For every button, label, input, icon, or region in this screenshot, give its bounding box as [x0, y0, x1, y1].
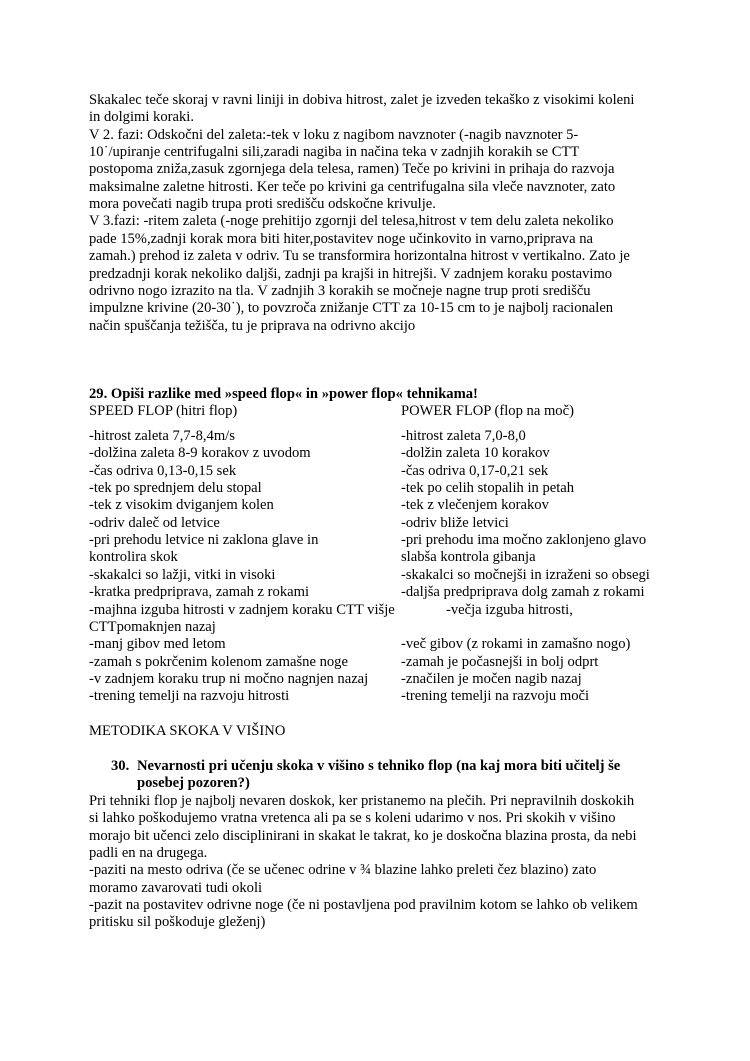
text-line: način spuščanja težišča, tu je priprava na odrivno akcijo — [89, 318, 416, 334]
table-cell-left: kontrolira skok — [89, 549, 178, 565]
table-cell-left: -v zadnjem koraku trup ni močno nagnjen nazaj — [89, 671, 369, 687]
text-line: padli en na drugega. — [89, 845, 208, 861]
text-line: pade 15%,zadnji korak mora biti hiter,postavitev noge učinkovito in varno,priprava na — [89, 231, 593, 247]
text-line: impulzne krivine (20-30˙), to povzroča znižanje CTT za 10-15 cm to je najbolj racionalen — [89, 300, 614, 316]
table-cell-left: -skakalci so lažji, vitki in visoki — [89, 567, 276, 583]
question-number: 30. — [111, 758, 130, 774]
table-cell-left: -kratka predpriprava, zamah z rokami — [89, 584, 310, 600]
text-line: in dolgimi koraki. — [89, 109, 194, 125]
table-cell-left: -majhna izguba hitrosti v zadnjem koraku CTT višje — [89, 602, 395, 618]
table-cell-left: -pri prehodu letvice ni zaklona glave in — [89, 532, 319, 548]
table-cell-left: -manj gibov med letom — [89, 636, 226, 652]
text-line: moramo zavarovati tudi okoli — [89, 880, 263, 896]
text-line: pritisku sil poškoduje gleženj) — [89, 914, 266, 930]
text-line: morajo bit učenci zelo disciplinirani in skakat le takrat, ko je doskočna blazina prosta, da nebi — [89, 828, 637, 844]
text-line: 10˙/upiranje centrifugalni sili,zaradi nagiba in načina teka v zadnjih korakih se CTT — [89, 144, 580, 160]
section-heading: METODIKA SKOKA V VIŠINO — [89, 723, 286, 739]
table-cell-right: -skakalci so močnejši in izraženi so obsegi — [401, 567, 650, 583]
question-title-continued: posebej pozoren?) — [137, 775, 250, 791]
text-line: zamah.) prehod iz zaleta v odriv. Tu se transformira horizontalna hitrost v vertikalno. Zato je — [89, 248, 630, 264]
table-cell-left: CTTpomaknjen nazaj — [89, 619, 216, 635]
text-line: postopoma zniža,zasuk zgornjega dela telesa, ramen) Teče po krivini in prihaja do razvoja — [89, 161, 615, 177]
text-line: mora povečati nagib trupa proti središču odskočne krivulje. — [89, 196, 436, 212]
table-cell-left: -čas odriva 0,13-0,15 sek — [89, 463, 237, 479]
text-line: odrivno nogo izrazito na tla. V zadnjih 3 korakih se močneje nagne trup proti središču — [89, 283, 591, 299]
table-cell-left: -odriv daleč od letvice — [89, 515, 220, 531]
column-header-power-flop: POWER FLOP (flop na moč) — [401, 403, 574, 419]
table-cell-right: -značilen je močen nagib nazaj — [401, 671, 582, 687]
table-cell-right: -več gibov (z rokami in zamašno nogo) — [401, 636, 631, 652]
text-line: Pri tehniki flop je najbolj nevaren doskok, ker pristanemo na plečih. Pri nepravilnih doskokih — [89, 793, 635, 809]
table-cell-right: -hitrost zaleta 7,0-8,0 — [401, 428, 526, 444]
text-line: si lahko poškodujemo vratna vretenca ali pa se s koleni udarimo v nos. Pri skokih v višino — [89, 810, 616, 826]
table-cell-right: -daljša predpriprava dolg zamah z rokami — [401, 584, 645, 600]
table-cell-right: -zamah je počasnejši in bolj odprt — [401, 654, 599, 670]
text-line: -paziti na mesto odriva (če se učenec odrine v ¾ blazine lahko preleti čez blazino) zato — [89, 862, 597, 878]
text-line: maksimalne zaletne hitrosti. Ker teče po krivini ga centrifugalna sila vleče navznoter, zato — [89, 179, 616, 195]
text-line: V 3.fazi: -ritem zaleta (-noge prehitijo zgornji del telesa,hitrost v tem delu zaleta nekoliko — [89, 213, 614, 229]
table-cell-right: -trening temelji na razvoju moči — [401, 688, 590, 704]
table-cell-left: -tek z visokim dviganjem kolen — [89, 497, 274, 513]
table-cell-right: -dolžin zaleta 10 korakov — [401, 445, 550, 461]
table-cell-right: -tek z vlečenjem korakov — [401, 497, 549, 513]
table-cell-right: -odriv bliže letvici — [401, 515, 509, 531]
text-line: V 2. fazi: Odskočni del zaleta:-tek v loku z nagibom navznoter (-nagib navznoter 5- — [89, 127, 579, 143]
table-cell-left: -tek po sprednjem delu stopal — [89, 480, 262, 496]
column-header-speed-flop: SPEED FLOP (hitri flop) — [89, 403, 238, 419]
text-line: predzadnji korak nekoliko daljši, zadnji pa krajši in hitrejši. V zadnjem koraku postavimo — [89, 266, 613, 282]
table-cell-right: -pri prehodu ima močno zaklonjeno glavo — [401, 532, 647, 548]
text-line: -pazit na postavitev odrivne noge (če ni postavljena pod pravilnim kotom se lahko ob velikem — [89, 897, 638, 913]
table-cell-right: -čas odriva 0,17-0,21 sek — [401, 463, 549, 479]
question-title: Nevarnosti pri učenju skoka v višino s tehniko flop (na kaj mora biti učitelj še — [137, 758, 621, 774]
table-cell-left: -dolžina zaleta 8-9 korakov z uvodom — [89, 445, 311, 461]
table-cell-left: -trening temelji na razvoju hitrosti — [89, 688, 290, 704]
text-line: Skakalec teče skoraj v ravni liniji in dobiva hitrost, zalet je izveden tekaško z visokimi koleni — [89, 92, 635, 108]
table-cell-right: slabša kontrola gibanja — [401, 549, 536, 565]
table-cell-left: -hitrost zaleta 7,7-8,4m/s — [89, 428, 235, 444]
question-title: 29. Opiši razlike med »speed flop« in »power flop« tehnikama! — [89, 386, 478, 402]
table-cell-right: -večja izguba hitrosti, — [446, 602, 573, 618]
table-cell-right: -tek po celih stopalih in petah — [401, 480, 575, 496]
table-cell-left: -zamah s pokrčenim kolenom zamašne noge — [89, 654, 348, 670]
